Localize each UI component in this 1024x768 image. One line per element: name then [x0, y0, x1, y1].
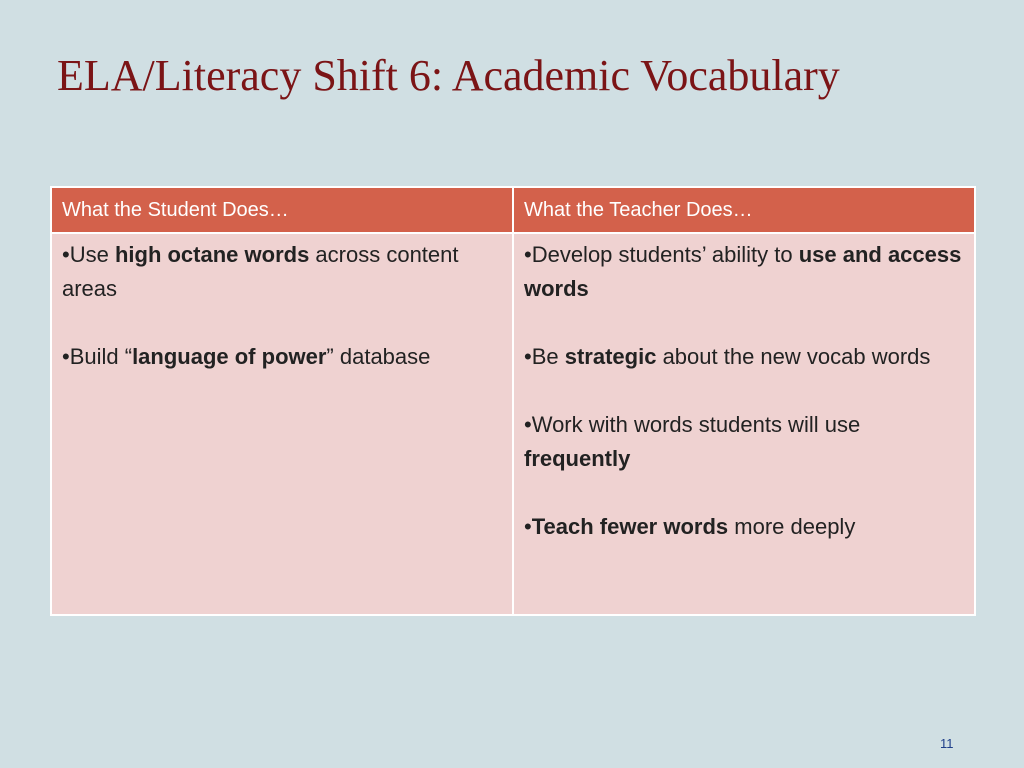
table-row	[51, 233, 975, 615]
teacher-bullet-2: •Be strategic about the new vocab words	[524, 344, 931, 369]
teacher-cell	[513, 233, 975, 615]
teacher-bullet-3: •Work with words students will use frequently	[524, 412, 861, 471]
teacher-bullet-4: •Teach fewer words more deeply	[524, 514, 856, 539]
slide-title: ELA/Literacy Shift 6: Academic Vocabulary	[57, 51, 840, 100]
student-cell	[51, 233, 513, 615]
page-number: 11	[940, 736, 954, 751]
student-bullet-1: •Use high octane words across content areas	[62, 242, 459, 301]
teacher-bullet-1: •Develop students’ ability to use and access words	[524, 242, 962, 301]
student-bullet-2: •Build “language of power” database	[62, 344, 431, 369]
header-teacher: What the Teacher Does…	[513, 187, 975, 233]
comparison-table	[50, 186, 976, 616]
table-header-row	[51, 187, 975, 233]
header-student: What the Student Does…	[51, 187, 513, 233]
